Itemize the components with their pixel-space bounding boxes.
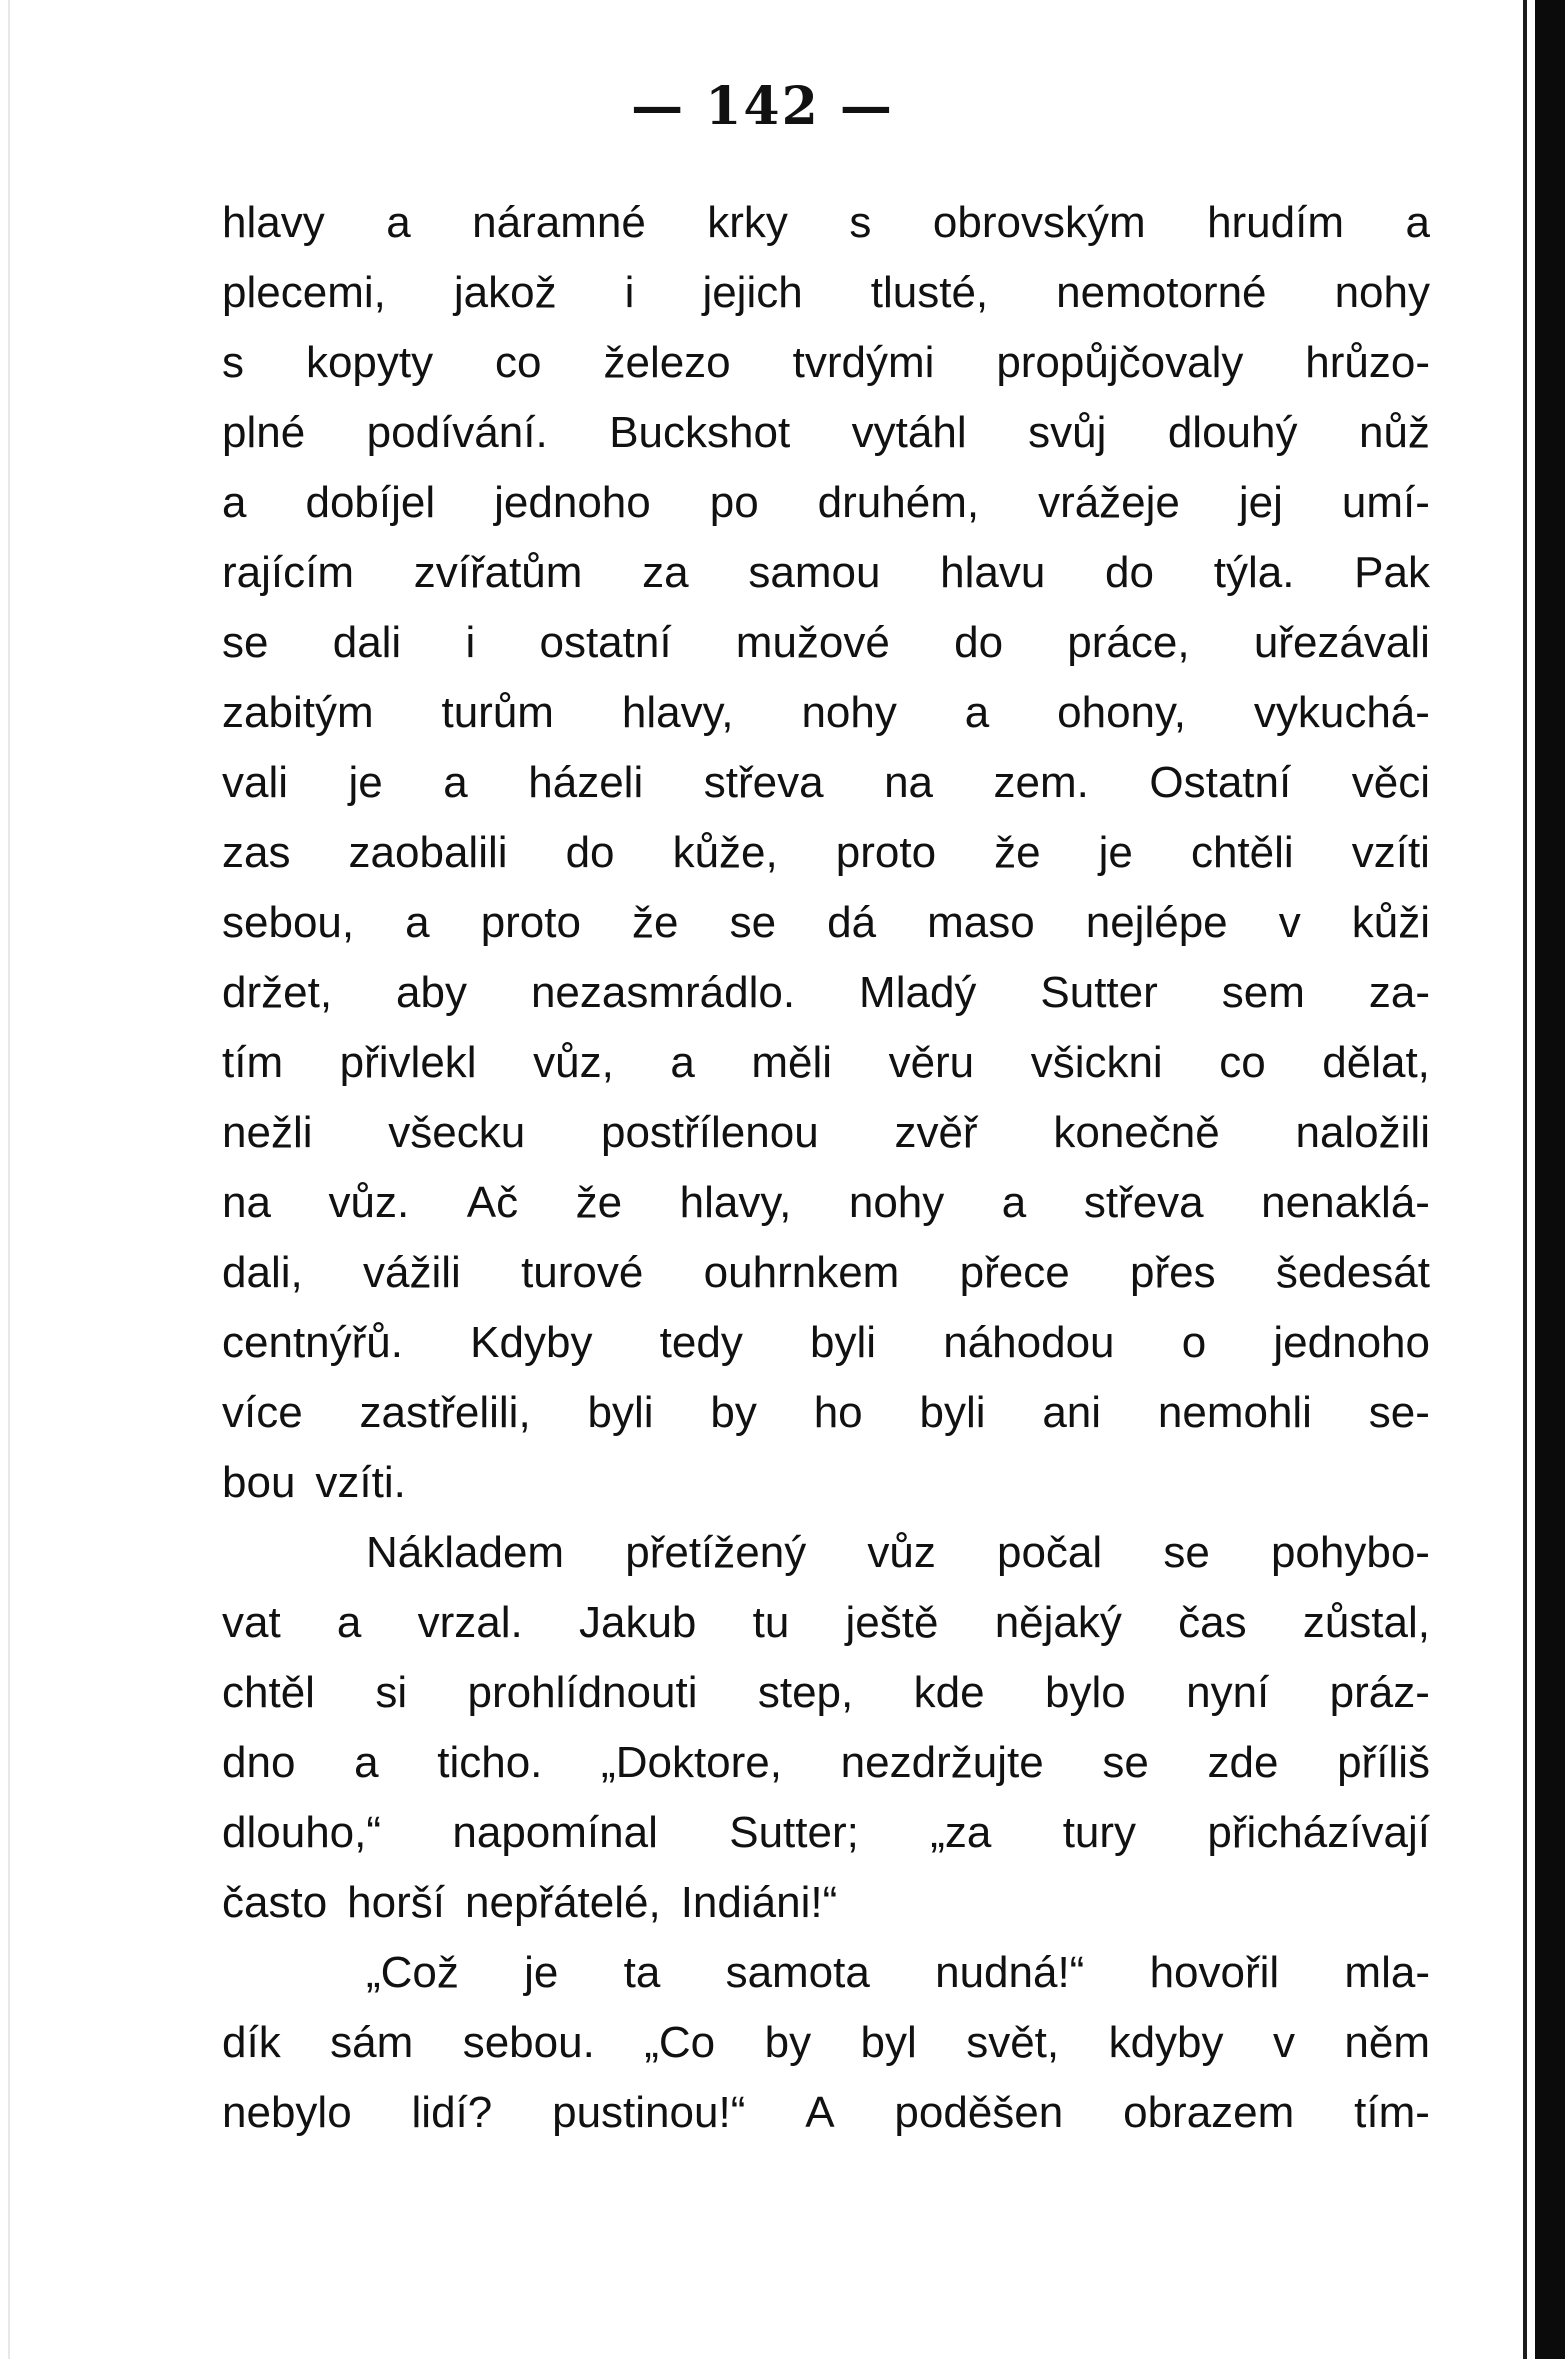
word: přivlekl: [339, 1038, 477, 1087]
word: vytáhl: [851, 408, 967, 457]
word: vrzal.: [417, 1598, 523, 1647]
word: střeva: [1083, 1178, 1204, 1227]
word: dali,: [222, 1248, 303, 1297]
word: tím: [222, 1038, 284, 1087]
word: je: [1098, 828, 1133, 877]
word: přetížený: [625, 1528, 807, 1577]
word: nenaklá-: [1261, 1178, 1430, 1227]
word: plné: [222, 408, 306, 457]
word: něm: [1344, 2018, 1430, 2067]
word: poděšen: [894, 2088, 1064, 2137]
word: dobíjel: [305, 478, 436, 527]
word: propůjčovaly: [996, 338, 1244, 387]
word: zvěř: [894, 1108, 978, 1157]
word: Indiáni!“: [680, 1878, 838, 1927]
word: o: [1181, 1318, 1207, 1367]
word: jednoho: [494, 478, 651, 527]
text-line: [222, 818, 1430, 888]
text-line: [222, 2078, 1430, 2148]
word: dá: [827, 898, 877, 947]
word: kde: [913, 1668, 985, 1717]
word: mla-: [1344, 1948, 1430, 1997]
word: Pak: [1354, 548, 1430, 597]
word: všickni: [1030, 1038, 1163, 1087]
word: dlouhý: [1167, 408, 1298, 457]
word: práz-: [1329, 1668, 1430, 1717]
text-line: [222, 468, 1430, 538]
word: byli: [587, 1388, 654, 1437]
word: ta: [623, 1948, 661, 1997]
word: nebylo: [222, 2088, 352, 2137]
word: plecemi,: [222, 268, 386, 317]
word: Ač: [466, 1178, 519, 1227]
word: ani: [1042, 1388, 1102, 1437]
word: nejlépe: [1085, 898, 1228, 947]
word: měli: [751, 1038, 833, 1087]
word: nemohli: [1157, 1388, 1312, 1437]
word: vůz.: [328, 1178, 410, 1227]
word: napomínal: [452, 1808, 658, 1857]
word: Ostatní: [1149, 758, 1292, 807]
word: proto: [480, 898, 581, 947]
word: centnýřů.: [222, 1318, 403, 1367]
word: hovořil: [1149, 1948, 1280, 1997]
word: zaobalili: [348, 828, 508, 877]
word: dělat,: [1322, 1038, 1430, 1087]
word: Sutter: [1040, 968, 1158, 1017]
word: a: [386, 198, 411, 247]
text-line: [222, 748, 1430, 818]
word: kopyty: [305, 338, 434, 387]
word: a: [443, 758, 468, 807]
word: vat: [222, 1598, 281, 1647]
word: vzíti: [1351, 828, 1430, 877]
word: konečně: [1053, 1108, 1220, 1157]
word: tvrdými: [792, 338, 935, 387]
word: náhodou: [943, 1318, 1115, 1367]
text-line: [222, 1518, 1430, 1588]
word: je: [524, 1948, 559, 1997]
word: že: [994, 828, 1041, 877]
word: dlouho,“: [222, 1808, 382, 1857]
word: ještě: [845, 1598, 939, 1647]
word: že: [575, 1178, 623, 1227]
text-line: [222, 1028, 1430, 1098]
text-line: [222, 1658, 1430, 1728]
word: krky: [707, 198, 788, 247]
word: Nákladem: [366, 1528, 565, 1577]
word: se: [1102, 1738, 1149, 1787]
word: rajícím: [222, 548, 354, 597]
word: si: [375, 1668, 408, 1717]
word: „Co: [644, 2018, 716, 2067]
text-line: [222, 328, 1430, 398]
word: ouhrnkem: [703, 1248, 900, 1297]
word: přece: [959, 1248, 1070, 1297]
word: že: [632, 898, 679, 947]
word: náramné: [472, 198, 646, 247]
word: chtěl: [222, 1668, 315, 1717]
word: s: [222, 338, 244, 387]
word: hrudím: [1207, 198, 1345, 247]
word: umí-: [1341, 478, 1430, 527]
word: ostatní: [539, 618, 672, 667]
word: zem.: [993, 758, 1089, 807]
body-text: [222, 188, 1430, 2148]
word: počal: [996, 1528, 1103, 1577]
text-line: [222, 258, 1430, 328]
word: v: [1278, 898, 1301, 947]
text-line: [222, 1938, 1430, 2008]
word: dali: [332, 618, 402, 667]
word: zde: [1207, 1738, 1279, 1787]
word: dík: [222, 2018, 281, 2067]
text-line: [222, 678, 1430, 748]
word: železo: [603, 338, 731, 387]
word: nohy: [1334, 268, 1430, 317]
page-right-edge: [1535, 0, 1565, 2359]
word: s: [849, 198, 872, 247]
text-line: [222, 1308, 1430, 1378]
word: sám: [330, 2018, 414, 2067]
word: proto: [835, 828, 937, 877]
word: se-: [1368, 1388, 1430, 1437]
word: svůj: [1028, 408, 1107, 457]
word: jednoho: [1273, 1318, 1430, 1367]
word: postřílenou: [600, 1108, 819, 1157]
text-line: [222, 538, 1430, 608]
word: zůstal,: [1302, 1598, 1430, 1647]
word: házeli: [528, 758, 644, 807]
word: uřezávali: [1253, 618, 1430, 667]
word: mužové: [735, 618, 890, 667]
text-line: [222, 1868, 1430, 1938]
word: příliš: [1337, 1738, 1430, 1787]
word: často: [222, 1878, 328, 1927]
word: i: [624, 268, 635, 317]
word: by: [710, 1388, 757, 1437]
text-line: [222, 1098, 1430, 1168]
word: kůže,: [672, 828, 778, 877]
text-line: [222, 1448, 1430, 1518]
word: je: [348, 758, 383, 807]
word: aby: [396, 968, 467, 1017]
word: hlavu: [940, 548, 1046, 597]
word: byli: [810, 1318, 877, 1367]
text-line: [222, 608, 1430, 678]
word: tím-: [1354, 2088, 1430, 2137]
word: hrůzo-: [1305, 338, 1430, 387]
word: co: [1219, 1038, 1266, 1087]
word: v: [1272, 2018, 1295, 2067]
word: nezasmrádlo.: [530, 968, 796, 1017]
word: práce,: [1067, 618, 1190, 667]
word: naložili: [1295, 1108, 1430, 1157]
word: co: [495, 338, 542, 387]
word: za: [642, 548, 689, 597]
word: nohy: [801, 688, 897, 737]
word: zas: [222, 828, 291, 877]
word: „za: [930, 1808, 992, 1857]
word: nějaký: [994, 1598, 1122, 1647]
word: tlusté,: [870, 268, 989, 317]
word: a: [670, 1038, 695, 1087]
word: sebou,: [222, 898, 355, 947]
word: vykuchá-: [1253, 688, 1430, 737]
text-line: [222, 888, 1430, 958]
word: vzíti.: [315, 1458, 406, 1507]
word: Kdyby: [470, 1318, 593, 1367]
word: věru: [888, 1038, 975, 1087]
word: přicházívají: [1207, 1808, 1430, 1857]
word: všecku: [388, 1108, 526, 1157]
word: jakož: [453, 268, 557, 317]
word: Sutter;: [729, 1808, 859, 1857]
word: step,: [757, 1668, 854, 1717]
word: obrazem: [1123, 2088, 1295, 2137]
word: „Doktore,: [601, 1738, 782, 1787]
word: a: [336, 1598, 362, 1647]
word: zastřelili,: [359, 1388, 531, 1437]
word: Buckshot: [609, 408, 791, 457]
text-line: [222, 1238, 1430, 1308]
word: po: [709, 478, 759, 527]
word: Mladý: [859, 968, 977, 1017]
word: turové: [521, 1248, 644, 1297]
word: nůž: [1358, 408, 1430, 457]
word: do: [565, 828, 615, 877]
word: šedesát: [1275, 1248, 1430, 1297]
word: nyní: [1186, 1668, 1270, 1717]
word: a: [1001, 1178, 1027, 1227]
word: hlavy,: [621, 688, 734, 737]
word: držet,: [222, 968, 333, 1017]
word: horší: [347, 1878, 445, 1927]
word: tedy: [659, 1318, 743, 1367]
word: „Což: [366, 1948, 459, 1997]
word: i: [465, 618, 476, 667]
page-number: — 142 —: [631, 76, 894, 137]
word: na: [222, 1178, 271, 1227]
word: vůz,: [533, 1038, 614, 1087]
word: A: [805, 2088, 835, 2137]
word: samota: [725, 1948, 870, 1997]
word: tu: [752, 1598, 790, 1647]
word: tury: [1062, 1808, 1137, 1857]
word: vrážeje: [1038, 478, 1180, 527]
word: a: [405, 898, 430, 947]
word: zvířatům: [413, 548, 583, 597]
word: střeva: [703, 758, 824, 807]
word: a: [1405, 198, 1430, 247]
word: bylo: [1044, 1668, 1126, 1717]
word: byl: [860, 2018, 917, 2067]
word: hlavy,: [679, 1178, 792, 1227]
word: nohy: [848, 1178, 945, 1227]
word: vážili: [363, 1248, 461, 1297]
word: turům: [441, 688, 554, 737]
word: a: [354, 1738, 379, 1787]
word: chtěli: [1190, 828, 1294, 877]
word: týla.: [1213, 548, 1295, 597]
word: kůži: [1351, 898, 1430, 947]
word: byli: [919, 1388, 986, 1437]
word: ohony,: [1057, 688, 1186, 737]
text-line: [222, 1728, 1430, 1798]
word: nezdržujte: [840, 1738, 1044, 1787]
text-line: [222, 1378, 1430, 1448]
word: a: [964, 688, 990, 737]
text-line: [222, 188, 1430, 258]
word: svět,: [966, 2018, 1060, 2067]
word: bou: [222, 1458, 296, 1507]
text-line: [222, 2008, 1430, 2078]
word: sem: [1221, 968, 1305, 1017]
word: jejich: [702, 268, 803, 317]
word: prohlídnouti: [467, 1668, 698, 1717]
word: druhém,: [817, 478, 980, 527]
word: dno: [222, 1738, 296, 1787]
word: více: [222, 1388, 303, 1437]
word: se: [1163, 1528, 1210, 1577]
word: pustinou!“: [552, 2088, 746, 2137]
word: a: [222, 478, 247, 527]
word: ticho.: [437, 1738, 543, 1787]
word: věci: [1351, 758, 1430, 807]
word: se: [729, 898, 777, 947]
word: ho: [813, 1388, 863, 1437]
word: za-: [1368, 968, 1430, 1017]
word: na: [884, 758, 934, 807]
word: čas: [1178, 1598, 1247, 1647]
word: maso: [927, 898, 1035, 947]
page-spine-line: [1523, 0, 1527, 2359]
text-line: [222, 398, 1430, 468]
word: vali: [222, 758, 289, 807]
word: nežli: [222, 1108, 313, 1157]
word: přes: [1129, 1248, 1216, 1297]
word: hlavy: [222, 198, 325, 247]
word: nepřátelé,: [465, 1878, 661, 1927]
text-line: [222, 958, 1430, 1028]
word: nudná!“: [935, 1948, 1085, 1997]
word: pohybo-: [1270, 1528, 1430, 1577]
word: vůz: [867, 1528, 936, 1577]
word: se: [222, 618, 269, 667]
word: podívání.: [366, 408, 548, 457]
word: do: [954, 618, 1004, 667]
word: jej: [1238, 478, 1283, 527]
word: sebou.: [462, 2018, 595, 2067]
word: nemotorné: [1056, 268, 1267, 317]
word: zabitým: [222, 688, 374, 737]
page-left-edge: [0, 0, 10, 2359]
text-line: [222, 1168, 1430, 1238]
text-line: [222, 1798, 1430, 1868]
word: samou: [748, 548, 881, 597]
word: obrovským: [932, 198, 1146, 247]
word: do: [1105, 548, 1154, 597]
word: by: [764, 2018, 812, 2067]
word: lidí?: [411, 2088, 493, 2137]
word: kdyby: [1108, 2018, 1224, 2067]
text-line: [222, 1588, 1430, 1658]
word: Jakub: [578, 1598, 697, 1647]
